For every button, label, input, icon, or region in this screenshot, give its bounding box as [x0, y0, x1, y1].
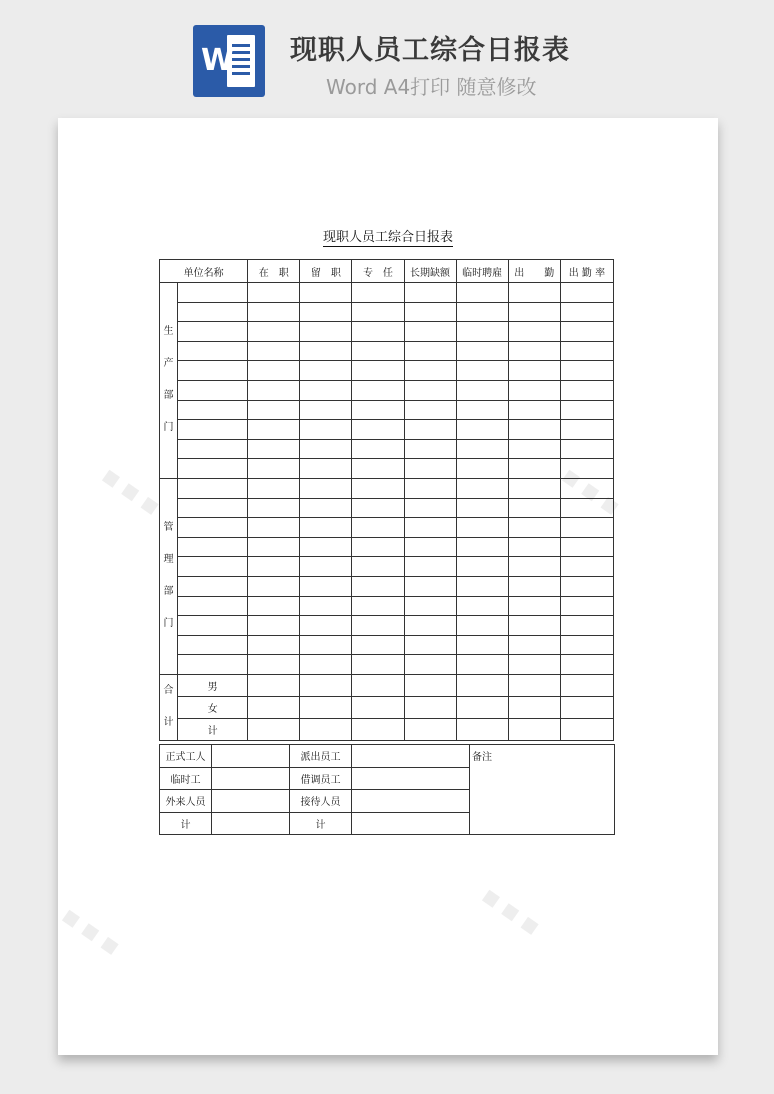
table-cell[interactable]: [178, 341, 248, 361]
table-cell[interactable]: [178, 498, 248, 518]
table-cell[interactable]: [178, 537, 248, 557]
table-cell[interactable]: [508, 439, 560, 459]
table-cell[interactable]: [456, 596, 508, 616]
table-cell[interactable]: [456, 302, 508, 322]
summary-label-char: 合: [163, 685, 174, 697]
table-cell[interactable]: [508, 361, 560, 381]
table-row: [160, 635, 614, 655]
table-cell[interactable]: [456, 557, 508, 577]
table-cell[interactable]: [456, 283, 508, 303]
table-cell[interactable]: [456, 420, 508, 440]
summary-footer-table: [159, 744, 615, 835]
table-cell[interactable]: [178, 576, 248, 596]
table-cell[interactable]: [404, 478, 456, 498]
table-cell[interactable]: [560, 635, 613, 655]
table-cell[interactable]: [508, 420, 560, 440]
watermark: ▪▪▪: [95, 460, 172, 526]
table-cell[interactable]: [560, 596, 613, 616]
table-cell[interactable]: [352, 400, 404, 420]
footer-right-value[interactable]: [352, 767, 470, 790]
table-row: [160, 537, 614, 557]
group-label: [160, 478, 178, 674]
table-cell[interactable]: [352, 718, 404, 740]
footer-right-value[interactable]: [352, 790, 470, 813]
table-cell[interactable]: [248, 696, 300, 718]
group-label-char: 部: [163, 390, 174, 402]
column-header: 留 职: [300, 260, 352, 283]
table-cell[interactable]: [560, 557, 613, 577]
table-row: [160, 557, 614, 577]
table-cell[interactable]: [248, 557, 300, 577]
footer-left-label: 外来人员: [160, 790, 212, 813]
note-cell[interactable]: 备注: [470, 745, 615, 835]
table-cell[interactable]: [248, 420, 300, 440]
column-header: 专 任: [352, 260, 404, 283]
header-subtitle: Word A4打印 随意修改: [326, 75, 537, 99]
column-header: 出 勤 率: [560, 260, 613, 283]
table-cell[interactable]: [248, 518, 300, 538]
table-cell[interactable]: [300, 478, 352, 498]
table-cell[interactable]: [300, 283, 352, 303]
table-row: [160, 576, 614, 596]
table-cell[interactable]: [248, 322, 300, 342]
table-cell[interactable]: [560, 718, 613, 740]
table-cell[interactable]: [178, 459, 248, 479]
footer-left-value[interactable]: [212, 745, 290, 768]
group-label-char: 部: [163, 586, 174, 598]
table-cell[interactable]: [404, 380, 456, 400]
table-cell[interactable]: [456, 400, 508, 420]
table-cell[interactable]: [404, 361, 456, 381]
table-cell[interactable]: [560, 537, 613, 557]
table-cell[interactable]: [560, 674, 613, 696]
column-header: 长期缺额: [404, 260, 456, 283]
table-cell[interactable]: [178, 400, 248, 420]
table-row: [160, 616, 614, 636]
table-cell[interactable]: [248, 596, 300, 616]
table-cell[interactable]: [508, 478, 560, 498]
table-cell[interactable]: [456, 341, 508, 361]
table-cell[interactable]: [404, 655, 456, 675]
table-cell[interactable]: [508, 322, 560, 342]
table-cell[interactable]: [508, 380, 560, 400]
table-cell[interactable]: [404, 596, 456, 616]
table-cell[interactable]: [456, 478, 508, 498]
table-cell[interactable]: [456, 361, 508, 381]
table-cell[interactable]: [352, 439, 404, 459]
table-cell[interactable]: [508, 341, 560, 361]
table-cell[interactable]: [352, 674, 404, 696]
table-cell[interactable]: [508, 557, 560, 577]
table-cell[interactable]: [404, 420, 456, 440]
table-row: [160, 380, 614, 400]
table-cell[interactable]: [248, 718, 300, 740]
table-row: [160, 322, 614, 342]
table-cell[interactable]: [508, 674, 560, 696]
table-cell[interactable]: [300, 635, 352, 655]
footer-right-label: 借调员工: [290, 767, 352, 790]
table-cell[interactable]: [178, 439, 248, 459]
group-label-char: 门: [163, 618, 174, 630]
footer-left-value[interactable]: [212, 812, 290, 835]
table-row: [160, 518, 614, 538]
table-cell[interactable]: [508, 596, 560, 616]
table-cell[interactable]: [508, 459, 560, 479]
table-cell[interactable]: [178, 302, 248, 322]
watermark: ▪▪▪: [55, 900, 132, 966]
summary-row-label: 计: [178, 718, 248, 740]
table-cell[interactable]: [352, 283, 404, 303]
table-cell[interactable]: [404, 498, 456, 518]
table-cell[interactable]: [300, 696, 352, 718]
table-cell[interactable]: [560, 616, 613, 636]
table-cell[interactable]: [560, 400, 613, 420]
table-cell[interactable]: [248, 459, 300, 479]
table-cell[interactable]: [508, 576, 560, 596]
table-cell[interactable]: [456, 459, 508, 479]
table-cell[interactable]: [456, 518, 508, 538]
table-cell[interactable]: [404, 696, 456, 718]
table-cell[interactable]: [178, 283, 248, 303]
table-cell[interactable]: [300, 576, 352, 596]
table-row: [160, 341, 614, 361]
summary-row-label: 女: [178, 696, 248, 718]
group-label-char: 生: [163, 326, 174, 338]
table-cell[interactable]: [300, 302, 352, 322]
footer-left-label: 正式工人: [160, 745, 212, 768]
table-cell[interactable]: [300, 518, 352, 538]
table-cell[interactable]: [404, 322, 456, 342]
table-cell[interactable]: [404, 439, 456, 459]
table-cell[interactable]: [300, 400, 352, 420]
table-row: [160, 361, 614, 381]
table-cell[interactable]: [352, 596, 404, 616]
table-row: [160, 439, 614, 459]
footer-left-value[interactable]: [212, 790, 290, 813]
table-cell[interactable]: [456, 322, 508, 342]
footer-right-label: 接待人员: [290, 790, 352, 813]
table-cell[interactable]: [404, 400, 456, 420]
table-cell[interactable]: [352, 655, 404, 675]
table-cell[interactable]: [178, 518, 248, 538]
table-cell[interactable]: [248, 283, 300, 303]
table-cell[interactable]: [248, 341, 300, 361]
document-page: [55, 118, 718, 1055]
summary-row: [160, 696, 614, 718]
summary-row-label: 男: [178, 674, 248, 696]
table-cell[interactable]: [178, 478, 248, 498]
table-cell[interactable]: [178, 380, 248, 400]
document-title: 现职人员工综合日报表: [322, 230, 453, 245]
table-row: [160, 420, 614, 440]
table-cell[interactable]: [352, 635, 404, 655]
table-cell[interactable]: [248, 635, 300, 655]
table-cell[interactable]: [352, 420, 404, 440]
footer-left-label: 计: [160, 812, 212, 835]
table-cell[interactable]: [352, 361, 404, 381]
table-row: [160, 302, 614, 322]
summary-row: [160, 674, 614, 696]
table-cell[interactable]: [404, 302, 456, 322]
table-cell[interactable]: [456, 674, 508, 696]
table-cell[interactable]: [352, 322, 404, 342]
table-cell[interactable]: [560, 696, 613, 718]
table-cell[interactable]: [300, 674, 352, 696]
table-cell[interactable]: [300, 557, 352, 577]
table-cell[interactable]: [508, 696, 560, 718]
table-row: [160, 478, 614, 498]
table-cell[interactable]: [300, 420, 352, 440]
header-title: 现职人员工综合日报表: [290, 35, 570, 66]
table-cell[interactable]: [248, 498, 300, 518]
table-cell[interactable]: [352, 302, 404, 322]
table-cell[interactable]: [404, 718, 456, 740]
table-cell[interactable]: [248, 400, 300, 420]
table-cell[interactable]: [560, 420, 613, 440]
column-header: 单位名称: [160, 260, 248, 283]
column-header: 临时聘雇: [456, 260, 508, 283]
table-cell[interactable]: [352, 557, 404, 577]
table-cell[interactable]: [300, 596, 352, 616]
table-cell[interactable]: [300, 322, 352, 342]
table-cell[interactable]: [248, 302, 300, 322]
table-cell[interactable]: [178, 361, 248, 381]
table-cell[interactable]: [248, 439, 300, 459]
table-cell[interactable]: [178, 557, 248, 577]
table-cell[interactable]: [560, 655, 613, 675]
table-cell[interactable]: [352, 537, 404, 557]
table-cell[interactable]: [352, 498, 404, 518]
table-cell[interactable]: [300, 439, 352, 459]
table-cell[interactable]: [508, 498, 560, 518]
footer-right-label: 派出员工: [290, 745, 352, 768]
table-cell[interactable]: [248, 674, 300, 696]
table-cell[interactable]: [404, 674, 456, 696]
summary-label: [160, 674, 178, 740]
watermark: ▪▪▪: [555, 460, 632, 526]
table-cell[interactable]: [456, 616, 508, 636]
table-cell[interactable]: [456, 718, 508, 740]
table-cell[interactable]: [560, 498, 613, 518]
table-cell[interactable]: [560, 518, 613, 538]
table-cell[interactable]: [456, 537, 508, 557]
table-cell[interactable]: [508, 283, 560, 303]
table-cell[interactable]: [404, 557, 456, 577]
table-cell[interactable]: [300, 537, 352, 557]
table-cell[interactable]: [248, 616, 300, 636]
table-cell[interactable]: [560, 361, 613, 381]
table-cell[interactable]: [404, 341, 456, 361]
table-row: [160, 498, 614, 518]
footer-left-value[interactable]: [212, 767, 290, 790]
table-cell[interactable]: [178, 655, 248, 675]
table-cell[interactable]: [300, 498, 352, 518]
group-label: [160, 283, 178, 479]
table-cell[interactable]: [248, 361, 300, 381]
table-cell[interactable]: [508, 537, 560, 557]
table-cell[interactable]: [508, 518, 560, 538]
table-cell[interactable]: [300, 459, 352, 479]
table-cell[interactable]: [300, 718, 352, 740]
table-cell[interactable]: [352, 380, 404, 400]
column-header: 在 职: [248, 260, 300, 283]
table-row: [160, 596, 614, 616]
footer-right-value[interactable]: [352, 812, 470, 835]
table-cell[interactable]: [560, 380, 613, 400]
group-label-char: 产: [163, 358, 174, 370]
table-cell[interactable]: [352, 459, 404, 479]
table-cell[interactable]: [300, 655, 352, 675]
table-cell[interactable]: [456, 655, 508, 675]
footer-row: [160, 745, 615, 768]
footer-left-label: 临时工: [160, 767, 212, 790]
table-cell[interactable]: [404, 459, 456, 479]
group-label-char: 理: [163, 554, 174, 566]
footer-right-label: 计: [290, 812, 352, 835]
promo-header: [0, 0, 774, 115]
column-header: 出 勤: [508, 260, 560, 283]
table-row: [160, 655, 614, 675]
table-cell[interactable]: [560, 576, 613, 596]
table-cell[interactable]: [352, 616, 404, 636]
table-cell[interactable]: [178, 596, 248, 616]
table-cell[interactable]: [352, 518, 404, 538]
summary-row: [160, 718, 614, 740]
table-cell[interactable]: [456, 439, 508, 459]
watermark: ▪▪▪: [475, 880, 552, 946]
table-cell[interactable]: [508, 718, 560, 740]
table-cell[interactable]: [404, 576, 456, 596]
table-cell[interactable]: [456, 696, 508, 718]
table-row: [160, 283, 614, 303]
table-cell[interactable]: [300, 341, 352, 361]
table-cell[interactable]: [560, 459, 613, 479]
table-cell[interactable]: [508, 400, 560, 420]
group-label-char: 门: [163, 422, 174, 434]
daily-report-table: [159, 259, 614, 741]
table-cell[interactable]: [456, 380, 508, 400]
table-cell[interactable]: [300, 361, 352, 381]
table-cell[interactable]: [178, 322, 248, 342]
word-icon: [193, 25, 265, 97]
table-cell[interactable]: [404, 616, 456, 636]
table-cell[interactable]: [560, 439, 613, 459]
table-cell[interactable]: [352, 696, 404, 718]
table-cell[interactable]: [404, 537, 456, 557]
table-cell[interactable]: [508, 655, 560, 675]
table-cell[interactable]: [508, 635, 560, 655]
table-cell[interactable]: [456, 498, 508, 518]
table-cell[interactable]: [300, 380, 352, 400]
table-cell[interactable]: [352, 576, 404, 596]
table-cell[interactable]: [508, 616, 560, 636]
table-cell[interactable]: [178, 616, 248, 636]
table-cell[interactable]: [404, 283, 456, 303]
table-cell[interactable]: [560, 341, 613, 361]
summary-label-char: 计: [163, 717, 174, 729]
word-icon-letter: W: [201, 43, 235, 78]
table-cell[interactable]: [560, 478, 613, 498]
table-cell[interactable]: [248, 576, 300, 596]
table-cell[interactable]: [404, 635, 456, 655]
table-cell[interactable]: [560, 302, 613, 322]
table-row: [160, 459, 614, 479]
table-cell[interactable]: [248, 537, 300, 557]
table-cell[interactable]: [508, 302, 560, 322]
table-cell[interactable]: [560, 283, 613, 303]
table-cell[interactable]: [352, 341, 404, 361]
table-cell[interactable]: [178, 635, 248, 655]
table-cell[interactable]: [248, 478, 300, 498]
table-cell[interactable]: [248, 380, 300, 400]
table-cell[interactable]: [456, 635, 508, 655]
table-cell[interactable]: [178, 420, 248, 440]
table-cell[interactable]: [300, 616, 352, 636]
table-cell[interactable]: [352, 478, 404, 498]
table-header-row: [160, 260, 614, 283]
table-cell[interactable]: [456, 576, 508, 596]
table-row: [160, 400, 614, 420]
table-cell[interactable]: [404, 518, 456, 538]
group-label-char: 管: [163, 522, 174, 534]
table-cell[interactable]: [248, 655, 300, 675]
table-cell[interactable]: [560, 322, 613, 342]
footer-right-value[interactable]: [352, 745, 470, 768]
